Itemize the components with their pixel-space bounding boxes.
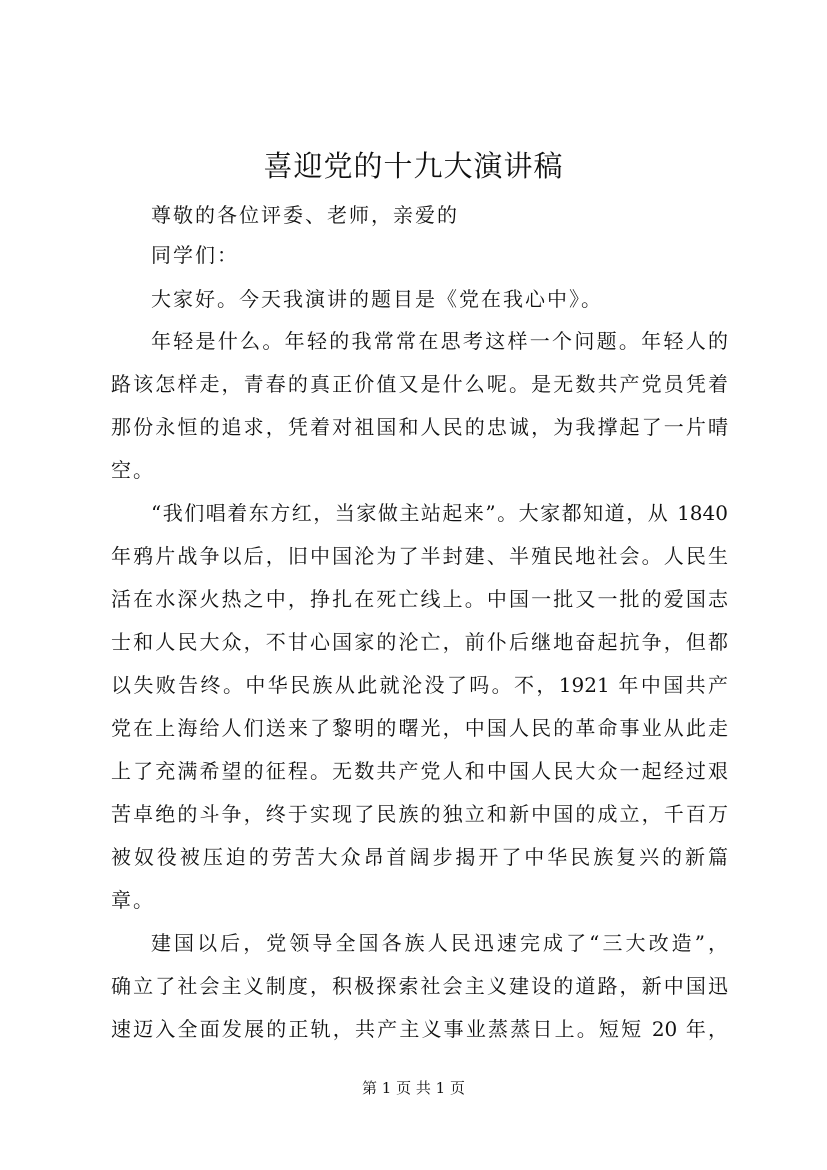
paragraph-1 (111, 321, 728, 490)
page-footer: 第 1 页 共 1 页 (362, 1079, 465, 1097)
paragraph-line: “我们唱着东方红，当家做主站起来”。大家都知道，从 1840 (151, 501, 728, 525)
paragraph-line: 空。 (111, 458, 155, 482)
paragraph-line: 以失败告终。中华民族从此就沦没了吗。不，1921 年中国共产 (111, 673, 728, 697)
paragraph-line: 确立了社会主义制度，积极探索社会主义建设的道路，新中国迅 (111, 974, 728, 998)
paragraph-line: 那份永恒的追求，凭着对祖国和人民的忠诚，为我撑起了一片晴 (111, 415, 728, 439)
paragraph-line: 速迈入全面发展的正轨，共产主义事业蒸蒸日上。短短 20 年， (111, 1017, 728, 1041)
intro-line: 大家好。今天我演讲的题目是《党在我心中》。 (151, 287, 603, 311)
paragraph-line: 苦卓绝的斗争，终于实现了民族的独立和新中国的成立，千百万 (111, 802, 728, 826)
paragraph-line: 年鸦片战争以后，旧中国沦为了半封建、半殖民地社会。人民生 (111, 544, 728, 568)
greeting-line: 同学们： (151, 243, 239, 267)
paragraph-line: 建国以后，党领导全国各族人民迅速完成了“三大改造”， (151, 931, 728, 955)
paragraph-line: 被奴役被压迫的劳苦大众昂首阔步揭开了中华民族复兴的新篇 (111, 845, 728, 869)
paragraph-2 (111, 493, 728, 920)
paragraph-line: 年轻是什么。年轻的我常常在思考这样一个问题。年轻人的 (151, 329, 728, 353)
paragraph-line: 党在上海给人们送来了黎明的曙光，中国人民的革命事业从此走 (111, 716, 728, 740)
paragraph-line: 章。 (111, 888, 155, 912)
paragraph-line: 路该怎样走，青春的真正价值又是什么呢。是无数共产党员凭着 (111, 372, 728, 396)
paragraph-line: 士和人民大众，不甘心国家的沦亡，前仆后继地奋起抗争，但都 (111, 630, 728, 654)
document-body (111, 195, 728, 1049)
document-title: 喜迎党的十九大演讲稿 (263, 149, 564, 183)
paragraph-line: 活在水深火热之中，挣扎在死亡线上。中国一批又一批的爱国志 (111, 587, 728, 611)
paragraph-3 (111, 923, 728, 1049)
paragraph-line: 上了充满希望的征程。无数共产党人和中国人民大众一起经过艰 (111, 759, 728, 783)
greeting-line: 尊敬的各位评委、老师，亲爱的 (151, 203, 459, 227)
